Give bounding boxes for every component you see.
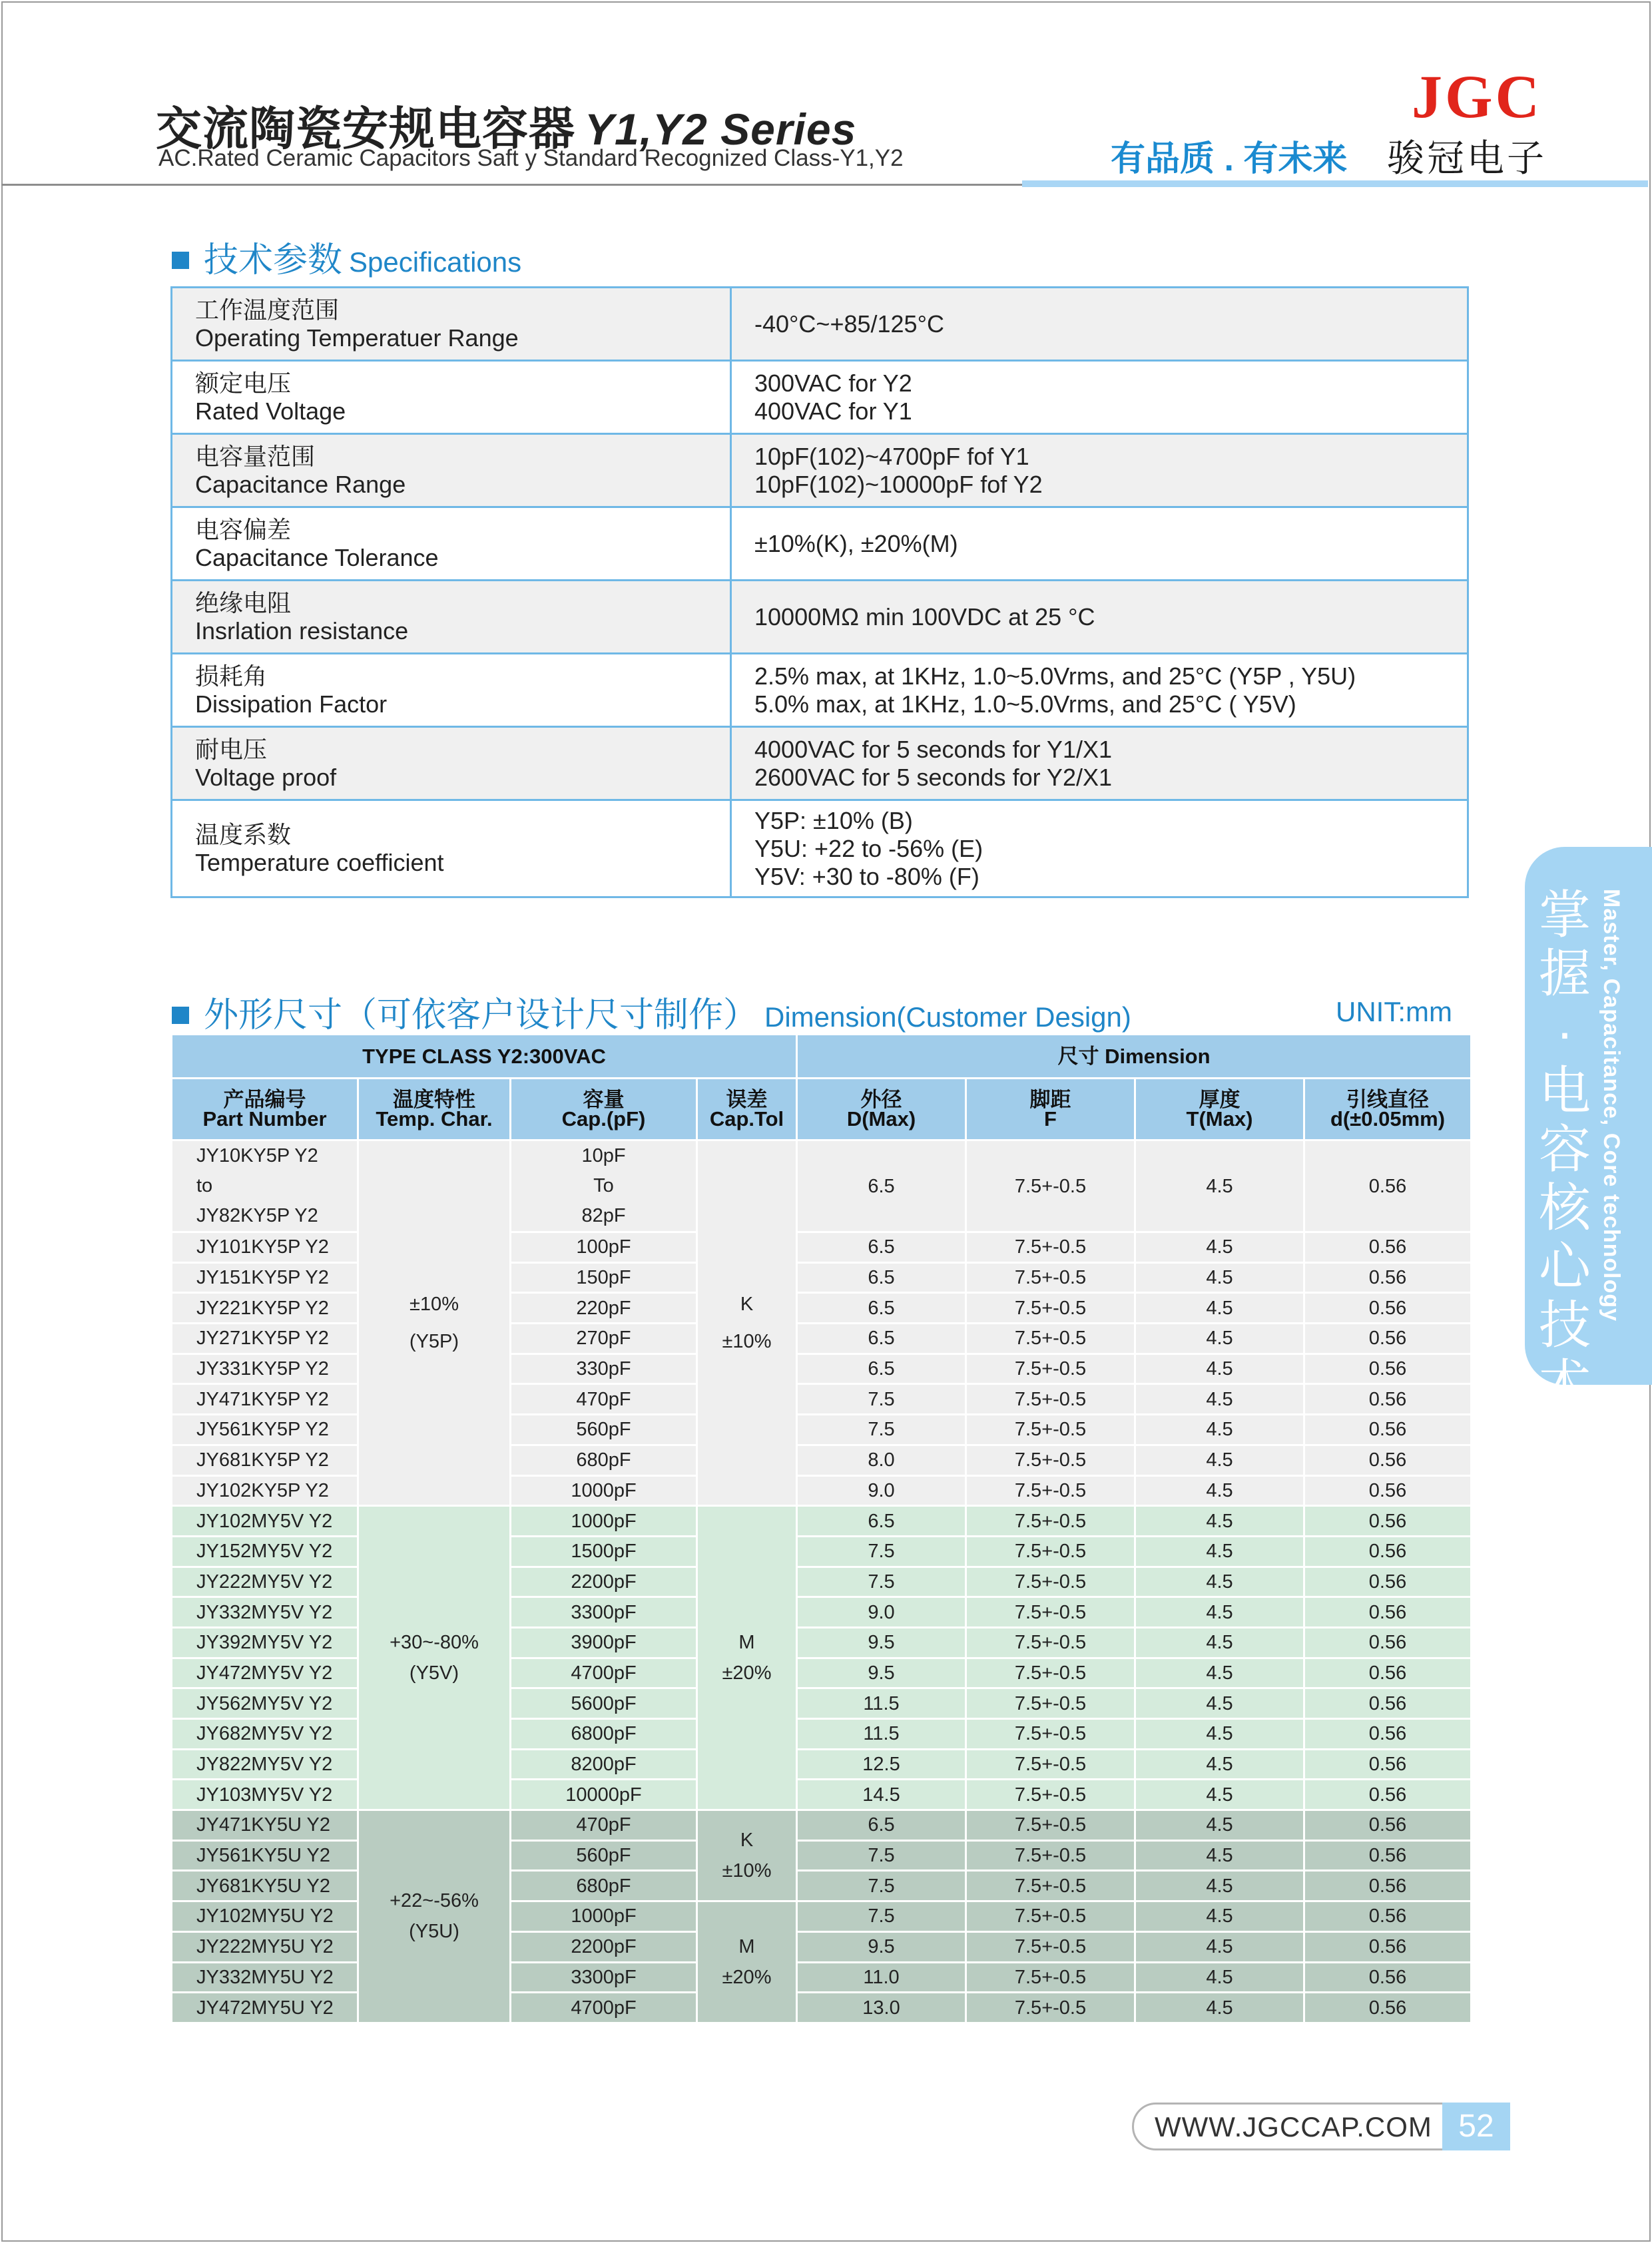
capacitance-cell: 470pF (511, 1384, 697, 1415)
capacitance-cell: 100pF (511, 1232, 697, 1263)
part-number-cell: JY681KY5P Y2 (172, 1445, 358, 1475)
capacitance-cell: 330pF (511, 1354, 697, 1384)
d-cell: 7.5 (797, 1840, 966, 1871)
spec-param-en: Capacitance Tolerance (195, 543, 439, 571)
column-header-en: d(±0.05mm) (1330, 1107, 1446, 1130)
f-cell: 7.5+-0.5 (966, 1780, 1135, 1810)
part-number-cell: JY222MY5U Y2 (172, 1931, 358, 1962)
column-header-en: Cap.(pF) (561, 1107, 646, 1130)
spec-param-en: Capacitance Range (195, 470, 406, 498)
tolerance-code: M (738, 1632, 755, 1654)
spec-param-cn: 工作温度范围 (195, 296, 340, 324)
capacitance-cell: 4700pF (511, 1993, 697, 2023)
specifications-table (170, 286, 1469, 898)
series-name: Y1,Y2 Series (585, 105, 857, 154)
d-cell: 7.5 (797, 1536, 966, 1567)
lead-cell: 0.56 (1304, 1931, 1472, 1962)
d-cell: 11.5 (797, 1688, 966, 1719)
t-cell: 4.5 (1135, 1567, 1304, 1597)
lead-cell: 0.56 (1304, 1993, 1472, 2023)
spec-row (172, 288, 1468, 361)
part-range-line: JY10KY5P Y2 (196, 1145, 318, 1166)
t-cell: 4.5 (1135, 1749, 1304, 1780)
spec-row (172, 361, 1468, 434)
spec-param (172, 434, 731, 507)
capacitance-cell: 470pF (511, 1810, 697, 1841)
spec-value-line: Y5V: +30 to -80% (F) (754, 862, 979, 890)
t-cell: 4.5 (1135, 1140, 1304, 1232)
spec-row (172, 800, 1468, 897)
d-cell: 6.5 (797, 1506, 966, 1537)
spec-value-line: ±10%(K), ±20%(M) (754, 529, 958, 557)
column-header (966, 1079, 1135, 1140)
page-title: 交流陶瓷安规电容器 Y1,Y2 Series (156, 103, 857, 154)
lead-cell: 0.56 (1304, 1658, 1472, 1688)
f-cell: 7.5+-0.5 (966, 1871, 1135, 1901)
lead-cell: 0.56 (1304, 1262, 1472, 1293)
t-cell: 4.5 (1135, 1506, 1304, 1537)
part-number-cell: JY151KY5P Y2 (172, 1262, 358, 1293)
part-number-cell: JY332MY5V Y2 (172, 1597, 358, 1628)
spec-param-en: Operating Temperatuer Range (195, 324, 519, 352)
f-cell: 7.5+-0.5 (966, 1140, 1135, 1232)
side-tab-en: Master, Capacitance, Core technology (1599, 889, 1624, 1322)
spec-param-en: Rated Voltage (195, 397, 346, 425)
d-cell: 7.5 (797, 1901, 966, 1932)
spec-value-line: 10000MΩ min 100VDC at 25 °C (754, 603, 1095, 630)
d-cell: 9.5 (797, 1931, 966, 1962)
lead-cell: 0.56 (1304, 1232, 1472, 1263)
spec-param-cn: 电容偏差 (195, 515, 292, 543)
capacitance-cell: 560pF (511, 1415, 697, 1445)
tolerance-pct: ±20% (722, 1967, 772, 1988)
spec-param-cn: 损耗角 (195, 662, 268, 690)
d-cell: 11.0 (797, 1962, 966, 1993)
table-row (172, 1506, 1472, 1537)
part-number-cell: JY822MY5V Y2 (172, 1749, 358, 1780)
capacitance-cell: 2200pF (511, 1567, 697, 1597)
f-cell: 7.5+-0.5 (966, 1993, 1135, 2023)
spec-row (172, 727, 1468, 800)
tolerance-code: K (740, 1830, 754, 1852)
part-number-cell: JY392MY5V Y2 (172, 1627, 358, 1658)
capacitance-cell: 3300pF (511, 1962, 697, 1993)
part-number-cell: JY152MY5V Y2 (172, 1536, 358, 1567)
tolerance-cell (697, 1506, 797, 1810)
d-cell: 6.5 (797, 1232, 966, 1263)
page-subtitle: AC.Rated Ceramic Capacitors Saft y Standard Recognized Class-Y1,Y2 (158, 145, 904, 171)
capacitance-cell: 10000pF (511, 1780, 697, 1810)
capacitance-cell: 5600pF (511, 1688, 697, 1719)
f-cell: 7.5+-0.5 (966, 1810, 1135, 1841)
capacitance-cell: 6800pF (511, 1719, 697, 1750)
capacitance-cell: 2200pF (511, 1931, 697, 1962)
spec-param-cn: 温度系数 (195, 820, 292, 848)
part-range-line: to (196, 1175, 213, 1196)
t-cell: 4.5 (1135, 1962, 1304, 1993)
part-number-cell: JY101KY5P Y2 (172, 1232, 358, 1263)
part-number-cell: JY472MY5V Y2 (172, 1658, 358, 1688)
lead-cell: 0.56 (1304, 1627, 1472, 1658)
capacitance-cell: 150pF (511, 1262, 697, 1293)
spec-row (172, 654, 1468, 727)
spec-value (731, 581, 1468, 654)
capacitance-cell: 1000pF (511, 1506, 697, 1537)
spec-value-line: Y5U: +22 to -56% (E) (754, 834, 983, 862)
lead-cell: 0.56 (1304, 1840, 1472, 1871)
tolerance-pct: ±10% (722, 1860, 772, 1882)
lead-cell: 0.56 (1304, 1140, 1472, 1232)
part-number-cell: JY471KY5U Y2 (172, 1810, 358, 1841)
column-header (172, 1079, 358, 1140)
lead-cell: 0.56 (1304, 1354, 1472, 1384)
cap-range-line: To (593, 1175, 614, 1196)
capacitance-cell: 1000pF (511, 1475, 697, 1506)
temp-char-code: (Y5V) (409, 1662, 459, 1684)
d-cell: 11.5 (797, 1719, 966, 1750)
d-cell: 9.5 (797, 1627, 966, 1658)
d-cell: 6.5 (797, 1354, 966, 1384)
t-cell: 4.5 (1135, 1780, 1304, 1810)
spec-param-en: Voltage proof (195, 763, 337, 791)
lead-cell: 0.56 (1304, 1475, 1472, 1506)
spec-param-en: Insrlation resistance (195, 617, 409, 644)
t-cell: 4.5 (1135, 1354, 1304, 1384)
f-cell: 7.5+-0.5 (966, 1384, 1135, 1415)
d-cell: 9.0 (797, 1597, 966, 1628)
dimension-group-header: 尺寸 Dimension (797, 1035, 1472, 1079)
lead-cell: 0.56 (1304, 1536, 1472, 1567)
temp-char-value: +30~-80% (390, 1632, 479, 1654)
part-number-cell: JY102MY5U Y2 (172, 1901, 358, 1932)
f-cell: 7.5+-0.5 (966, 1324, 1135, 1354)
spec-param (172, 581, 731, 654)
dimension-heading: 外形尺寸（可依客户设计尺寸制作） Dimension(Customer Design) (172, 987, 1131, 1037)
lead-cell: 0.56 (1304, 1384, 1472, 1415)
d-cell: 7.5 (797, 1415, 966, 1445)
part-number-cell: JY561KY5U Y2 (172, 1840, 358, 1871)
unit-label: UNIT:mm (1336, 996, 1452, 1027)
part-range-line: JY82KY5P Y2 (196, 1205, 318, 1226)
column-header-en: Temp. Char. (376, 1107, 493, 1130)
spec-value-line: 4000VAC for 5 seconds for Y1/X1 (754, 735, 1112, 763)
page-number: 52 (1442, 2103, 1510, 2150)
temp-char-value: ±10% (410, 1294, 459, 1316)
d-cell: 9.5 (797, 1658, 966, 1688)
part-number-cell: JY103MY5V Y2 (172, 1780, 358, 1810)
part-number-cell: JY332MY5U Y2 (172, 1962, 358, 1993)
lead-cell: 0.56 (1304, 1597, 1472, 1628)
f-cell: 7.5+-0.5 (966, 1627, 1135, 1658)
f-cell: 7.5+-0.5 (966, 1749, 1135, 1780)
f-cell: 7.5+-0.5 (966, 1597, 1135, 1628)
spec-row (172, 581, 1468, 654)
spec-param (172, 288, 731, 361)
lead-cell: 0.56 (1304, 1415, 1472, 1445)
t-cell: 4.5 (1135, 1931, 1304, 1962)
side-tab-cn: 掌握·电容核心技术 (1538, 885, 1591, 1413)
lead-cell: 0.56 (1304, 1506, 1472, 1537)
table-row (172, 1810, 1472, 1841)
column-header-en: T(Max) (1186, 1107, 1253, 1130)
f-cell: 7.5+-0.5 (966, 1506, 1135, 1537)
t-cell: 4.5 (1135, 1415, 1304, 1445)
spec-value (731, 507, 1468, 581)
part-number-cell: JY681KY5U Y2 (172, 1871, 358, 1901)
t-cell: 4.5 (1135, 1293, 1304, 1324)
d-cell: 7.5 (797, 1384, 966, 1415)
tolerance-pct: ±10% (722, 1331, 772, 1353)
column-header (511, 1079, 697, 1140)
spec-value-line: 300VAC for Y2 (754, 369, 912, 397)
lead-cell: 0.56 (1304, 1567, 1472, 1597)
spec-value-line: 2.5% max, at 1KHz, 1.0~5.0Vrms, and 25°C (Y5P , Y5U) (754, 662, 1356, 690)
lead-cell: 0.56 (1304, 1810, 1472, 1841)
tolerance-code: K (740, 1294, 754, 1316)
d-cell: 13.0 (797, 1993, 966, 2023)
f-cell: 7.5+-0.5 (966, 1232, 1135, 1263)
spec-param-cn: 绝缘电阻 (195, 589, 292, 617)
f-cell: 7.5+-0.5 (966, 1475, 1135, 1506)
d-cell: 12.5 (797, 1749, 966, 1780)
spec-value (731, 434, 1468, 507)
d-cell: 6.5 (797, 1140, 966, 1232)
temp-char-cell (358, 1506, 511, 1810)
spec-value (731, 361, 1468, 434)
t-cell: 4.5 (1135, 1445, 1304, 1475)
f-cell: 7.5+-0.5 (966, 1719, 1135, 1750)
website-url: WWW.JGCCAP.COM (1155, 2111, 1432, 2142)
t-cell: 4.5 (1135, 1536, 1304, 1567)
part-number-cell: JY222MY5V Y2 (172, 1567, 358, 1597)
lead-cell: 0.56 (1304, 1901, 1472, 1932)
header-accent-rule (1022, 180, 1648, 187)
t-cell: 4.5 (1135, 1688, 1304, 1719)
lead-cell: 0.56 (1304, 1871, 1472, 1901)
d-cell: 6.5 (797, 1293, 966, 1324)
part-number-cell: JY102MY5V Y2 (172, 1506, 358, 1537)
t-cell: 4.5 (1135, 1627, 1304, 1658)
t-cell: 4.5 (1135, 1384, 1304, 1415)
capacitance-cell: 1000pF (511, 1901, 697, 1932)
f-cell: 7.5+-0.5 (966, 1688, 1135, 1719)
capacitance-cell: 3900pF (511, 1627, 697, 1658)
spec-param-cn: 额定电压 (195, 369, 292, 397)
spec-value-line: 10pF(102)~10000pF fof Y2 (754, 470, 1043, 498)
temp-char-cell (358, 1140, 511, 1506)
header-rule (1, 184, 1023, 186)
capacitance-cell: 560pF (511, 1840, 697, 1871)
spec-param (172, 507, 731, 581)
column-header (358, 1079, 511, 1140)
spec-value-line: 2600VAC for 5 seconds for Y2/X1 (754, 763, 1112, 791)
d-cell: 7.5 (797, 1871, 966, 1901)
tolerance-pct: ±20% (722, 1662, 772, 1684)
column-header-en: Part Number (202, 1107, 327, 1130)
part-number-cell: JY471KY5P Y2 (172, 1384, 358, 1415)
part-number-cell: JY682MY5V Y2 (172, 1719, 358, 1750)
spec-value-line: 5.0% max, at 1KHz, 1.0~5.0Vrms, and 25°C ( Y5V) (754, 690, 1296, 718)
f-cell: 7.5+-0.5 (966, 1445, 1135, 1475)
column-header-cn: 脚距 (1029, 1088, 1071, 1111)
t-cell: 4.5 (1135, 1324, 1304, 1354)
table-row (172, 1140, 1472, 1232)
dimension-table (170, 1033, 1472, 2024)
lead-cell: 0.56 (1304, 1749, 1472, 1780)
column-header-cn: 厚度 (1199, 1088, 1240, 1111)
column-header (697, 1079, 797, 1140)
column-header-cn: 温度特性 (393, 1088, 475, 1111)
spec-value-line: 10pF(102)~4700pF fof Y1 (754, 442, 1029, 470)
capacitance-cell: 4700pF (511, 1658, 697, 1688)
f-cell: 7.5+-0.5 (966, 1354, 1135, 1384)
type-class-header: TYPE CLASS Y2:300VAC (172, 1035, 797, 1079)
column-header-cn: 外径 (860, 1088, 902, 1111)
spec-row (172, 434, 1468, 507)
spec-param (172, 361, 731, 434)
spec-value-line: 400VAC for Y1 (754, 397, 912, 425)
square-bullet-icon (172, 1007, 189, 1024)
t-cell: 4.5 (1135, 1597, 1304, 1628)
spec-param-en: Dissipation Factor (195, 690, 388, 718)
spec-param (172, 800, 731, 897)
spec-value (731, 654, 1468, 727)
capacitance-cell: 220pF (511, 1293, 697, 1324)
spec-param-cn: 耐电压 (195, 735, 268, 763)
f-cell: 7.5+-0.5 (966, 1293, 1135, 1324)
t-cell: 4.5 (1135, 1719, 1304, 1750)
f-cell: 7.5+-0.5 (966, 1658, 1135, 1688)
d-cell: 8.0 (797, 1445, 966, 1475)
part-number-cell: JY331KY5P Y2 (172, 1354, 358, 1384)
part-number-cell: JY271KY5P Y2 (172, 1324, 358, 1354)
slogan: 有品质 . 有未来 (1111, 140, 1348, 178)
d-cell: 7.5 (797, 1567, 966, 1597)
column-header-en: F (1044, 1107, 1057, 1130)
square-bullet-icon (172, 252, 189, 269)
capacitance-cell: 3300pF (511, 1597, 697, 1628)
d-cell: 14.5 (797, 1780, 966, 1810)
d-cell: 6.5 (797, 1324, 966, 1354)
spec-value (731, 727, 1468, 800)
column-header (1135, 1079, 1304, 1140)
f-cell: 7.5+-0.5 (966, 1840, 1135, 1871)
capacitance-cell: 1500pF (511, 1536, 697, 1567)
t-cell: 4.5 (1135, 1993, 1304, 2023)
t-cell: 4.5 (1135, 1232, 1304, 1263)
column-header-cn: 产品编号 (223, 1088, 306, 1111)
spec-param-cn: 电容量范围 (195, 442, 316, 470)
f-cell: 7.5+-0.5 (966, 1536, 1135, 1567)
spec-value-line: Y5P: ±10% (B) (754, 806, 913, 834)
part-number-cell: JY562MY5V Y2 (172, 1688, 358, 1719)
spec-param (172, 654, 731, 727)
f-cell: 7.5+-0.5 (966, 1962, 1135, 1993)
specifications-heading: 技术参数 Specifications (172, 232, 521, 282)
t-cell: 4.5 (1135, 1658, 1304, 1688)
column-header-en: D(Max) (846, 1107, 916, 1130)
lead-cell: 0.56 (1304, 1324, 1472, 1354)
f-cell: 7.5+-0.5 (966, 1262, 1135, 1293)
temp-char-code: (Y5P) (409, 1331, 459, 1353)
part-number-cell: JY472MY5U Y2 (172, 1993, 358, 2023)
part-number-cell (172, 1140, 358, 1232)
part-number-cell: JY221KY5P Y2 (172, 1293, 358, 1324)
cap-range-line: 10pF (581, 1145, 626, 1166)
column-header-cn: 容量 (583, 1088, 625, 1111)
column-header-en: Cap.Tol (709, 1107, 784, 1130)
cap-range-line: 82pF (581, 1205, 626, 1226)
f-cell: 7.5+-0.5 (966, 1931, 1135, 1962)
capacitance-cell: 680pF (511, 1445, 697, 1475)
temp-char-cell (358, 1810, 511, 2023)
f-cell: 7.5+-0.5 (966, 1415, 1135, 1445)
t-cell: 4.5 (1135, 1840, 1304, 1871)
spec-value-line: -40°C~+85/125°C (754, 310, 944, 338)
tolerance-cell (697, 1901, 797, 2023)
jgc-logo: JGC (1412, 63, 1542, 130)
t-cell: 4.5 (1135, 1262, 1304, 1293)
f-cell: 7.5+-0.5 (966, 1567, 1135, 1597)
tolerance-cell (697, 1810, 797, 1901)
d-cell: 6.5 (797, 1810, 966, 1841)
lead-cell: 0.56 (1304, 1293, 1472, 1324)
lead-cell: 0.56 (1304, 1445, 1472, 1475)
lead-cell: 0.56 (1304, 1719, 1472, 1750)
d-cell: 9.0 (797, 1475, 966, 1506)
spec-value (731, 288, 1468, 361)
t-cell: 4.5 (1135, 1810, 1304, 1841)
column-header (1304, 1079, 1472, 1140)
spec-row (172, 507, 1468, 581)
lead-cell: 0.56 (1304, 1688, 1472, 1719)
part-number-cell: JY561KY5P Y2 (172, 1415, 358, 1445)
t-cell: 4.5 (1135, 1901, 1304, 1932)
d-cell: 6.5 (797, 1262, 966, 1293)
spec-value (731, 800, 1468, 897)
temp-char-value: +22~-56% (390, 1890, 479, 1912)
column-header-cn: 引线直径 (1346, 1088, 1430, 1111)
brand-name: 骏冠电子 (1387, 137, 1547, 179)
capacitance-cell: 8200pF (511, 1749, 697, 1780)
temp-char-code: (Y5U) (409, 1921, 459, 1943)
capacitance-cell (511, 1140, 697, 1232)
capacitance-cell: 680pF (511, 1871, 697, 1901)
column-header-cn: 误差 (726, 1088, 768, 1111)
spec-param (172, 727, 731, 800)
lead-cell: 0.56 (1304, 1962, 1472, 1993)
tolerance-code: M (738, 1936, 755, 1957)
lead-cell: 0.56 (1304, 1780, 1472, 1810)
t-cell: 4.5 (1135, 1871, 1304, 1901)
part-number-cell: JY102KY5P Y2 (172, 1475, 358, 1506)
f-cell: 7.5+-0.5 (966, 1901, 1135, 1932)
spec-param-en: Temperature coefficient (195, 848, 444, 876)
tolerance-cell (697, 1140, 797, 1506)
t-cell: 4.5 (1135, 1475, 1304, 1506)
column-header (797, 1079, 966, 1140)
capacitance-cell: 270pF (511, 1324, 697, 1354)
